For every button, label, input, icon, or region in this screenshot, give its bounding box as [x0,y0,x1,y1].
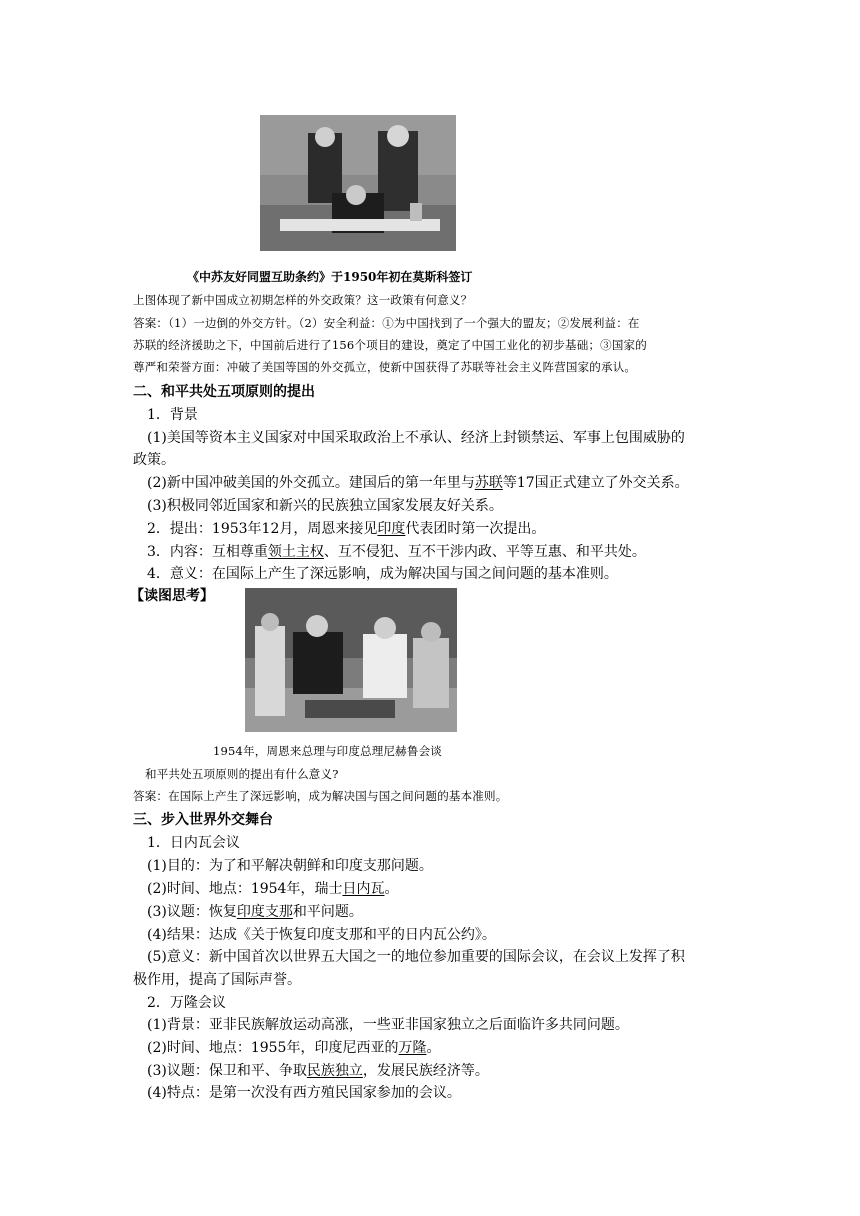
section2-content: 3．内容：互相尊重领土主权、互不侵犯、互不干涉内政、平等互惠、和平共处。 [147,544,646,560]
section2-background-p3: (3)积极同邻近国家和新兴的民族独立国家发展友好关系。 [147,498,503,514]
geneva-result: (4)结果：达成《关于恢复印度支那和平的日内瓦公约》。 [147,927,496,943]
read-think-label: 【读图思考】 [130,588,214,604]
underline-term: 印度支那 [236,904,293,920]
section2-heading: 二、和平共处五项原则的提出 [133,384,315,400]
qa1-answer-line3: 尊严和荣誉方面：冲破了美国等国的外交孤立，使新中国获得了苏联等社会主义阵营国家的承认。 [133,360,637,374]
zhou-nehru-photo-image [245,588,457,732]
section2-background-p2: (2)新中国冲破美国的外交孤立。建国后的第一年里与苏联等17国正式建立了外交关系。 [147,475,689,491]
geneva-title: 1．日内瓦会议 [147,835,240,851]
zhou-nehru-caption: 1954年，周恩来总理与印度总理尼赫鲁会谈 [213,744,442,758]
treaty-signing-photo [260,115,456,251]
bandung-topic: (3)议题：保卫和平、争取民族独立，发展民族经济等。 [147,1063,489,1079]
treaty-signing-photo-image [260,115,456,251]
section2-background-p1b: 政策。 [133,452,175,468]
geneva-significance-b: 极作用，提高了国际声誉。 [133,972,301,988]
qa1-question: 上图体现了新中国成立初期怎样的外交政策？这一政策有何意义？ [133,293,473,307]
geneva-significance-a: (5)意义：新中国首次以世界五大国之一的地位参加重要的国际会议，在会议上发挥了积 [147,949,685,965]
underline-term: 日内瓦 [342,881,385,897]
zhou-nehru-photo [245,588,457,732]
section2-background-title: 1．背景 [147,407,198,423]
bandung-time-place: (2)时间、地点：1955年，印度尼西亚的万隆。 [147,1040,441,1056]
read-think-question: 和平共处五项原则的提出有什么意义? [145,767,339,781]
bandung-title: 2．万隆会议 [147,995,226,1011]
qa1-answer-line2: 苏联的经济援助之下，中国前后进行了156个项目的建设，奠定了中国工业化的初步基础；③国家的 [133,338,647,352]
section2-significance: 4．意义：在国际上产生了深远影响，成为解决国与国之间问题的基本准则。 [147,566,618,582]
underline-term: 万隆 [398,1040,427,1056]
underline-term: 苏联 [474,475,503,491]
geneva-purpose: (1)目的：为了和平解决朝鲜和印度支那问题。 [147,858,433,874]
section2-proposal: 2．提出：1953年12月，周恩来接见印度代表团时第一次提出。 [147,521,546,537]
treaty-photo-caption: 《中苏友好同盟互助条约》于1950年初在莫斯科签订 [187,270,473,284]
underline-term: 领土主权 [267,544,324,560]
section3-heading: 三、步入世界外交舞台 [133,812,273,828]
underline-term: 民族独立 [306,1063,363,1079]
bandung-feature: (4)特点：是第一次没有西方殖民国家参加的会议。 [147,1085,461,1101]
geneva-topic: (3)议题：恢复印度支那和平问题。 [147,904,363,920]
bandung-background: (1)背景：亚非民族解放运动高涨，一些亚非国家独立之后面临许多共同问题。 [147,1017,629,1033]
underline-term: 印度 [377,521,406,537]
qa1-answer-line1: 答案：（1）一边倒的外交方针。（2）安全利益：①为中国找到了一个强大的盟友；②发展利益：在 [133,316,640,330]
read-think-answer: 答案：在国际上产生了深远影响，成为解决国与国之间问题的基本准则。 [133,789,508,803]
section2-background-p1a: (1)美国等资本主义国家对中国采取政治上不承认、经济上封锁禁运、军事上包围威胁的 [147,430,685,446]
geneva-time-place: (2)时间、地点：1954年，瑞士日内瓦。 [147,881,399,897]
